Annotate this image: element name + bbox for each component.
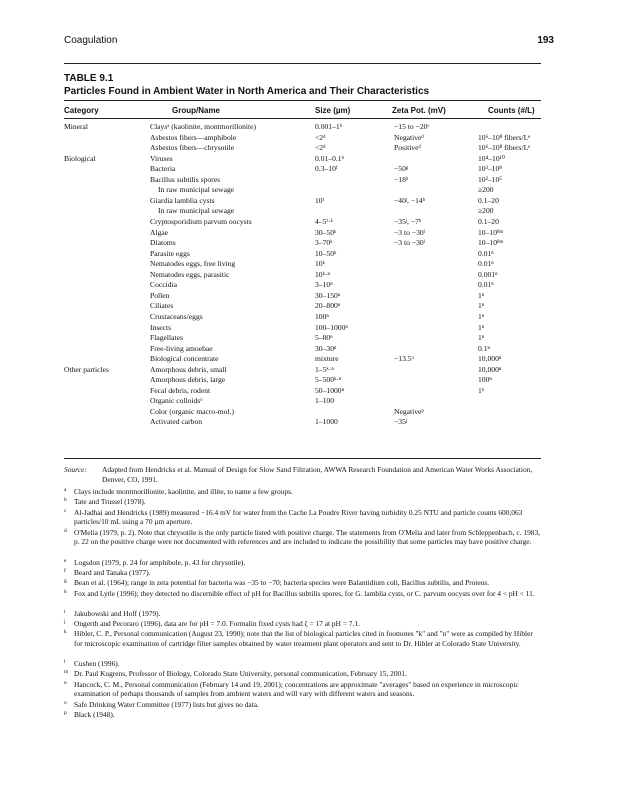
table-row — [64, 333, 544, 343]
footnote-mark: l — [64, 659, 66, 666]
footnote-mark: o — [64, 699, 67, 706]
cell-size: 30–50ᵏ — [315, 227, 337, 237]
footnote-mark: k — [64, 629, 67, 636]
table-row — [64, 375, 544, 385]
cell-count: 1ⁿ — [478, 301, 485, 311]
cell-size: 10ⁱ — [315, 195, 325, 205]
table-row — [64, 249, 544, 259]
cell-group-name: Bacteria — [150, 164, 176, 174]
table-row — [64, 122, 544, 132]
table-row — [64, 291, 544, 301]
cell-zeta-potential: Negativeᵈ — [394, 132, 424, 142]
table-row — [64, 217, 544, 227]
footnote-mark: j — [64, 618, 66, 625]
cell-group-name: Diatoms — [150, 238, 176, 248]
cell-group-name: Fecal debris, rodent — [150, 385, 211, 395]
header-rule — [64, 118, 541, 119]
table-row — [64, 280, 544, 290]
cell-size: <2ᵈ — [315, 132, 326, 142]
table-row — [64, 164, 544, 174]
footnote-mark: m — [64, 669, 69, 676]
cell-group-name: Cryptosporidium parvum oocysts — [150, 216, 252, 226]
cell-zeta-potential: −3 to −30ˡ — [394, 238, 425, 248]
footnote-text: Beard and Tanaka (1977). — [74, 567, 151, 577]
cell-size: 10–50ᵏ — [315, 248, 337, 258]
table-row — [64, 238, 544, 248]
cell-zeta-potential: Positiveᵈ — [394, 143, 421, 153]
table-row — [64, 354, 544, 364]
cell-size: 3–70ᵏ — [315, 238, 333, 248]
cell-count: 1ⁿ — [478, 333, 485, 342]
cell-size: 30–30ⁿ — [315, 343, 337, 353]
cell-count: 0.1–20 — [478, 216, 499, 226]
table-row — [64, 133, 544, 143]
table-row — [64, 175, 544, 185]
cell-size: 20–800ⁿ — [315, 301, 341, 311]
cell-count: 1ⁿ — [478, 311, 485, 321]
cell-count: 10–10⁸ᵐ — [478, 227, 504, 237]
cell-group-name: Asbestos fibers—amphibole — [150, 132, 237, 142]
cell-count: 0.01ⁿ — [478, 248, 494, 258]
caption-rule — [64, 100, 541, 101]
cell-count: 10²–10⁵ — [478, 174, 502, 184]
footnote-text: Cushen (1996). — [74, 659, 120, 669]
cell-zeta-potential: −35ʲ — [394, 417, 408, 427]
footnote-text: Clays include montmorillonite, kaolinite, and illite, to name a few groups. — [74, 487, 293, 496]
cell-group-name: Flagellates — [150, 333, 183, 342]
cell-count: 10,000ⁿ — [478, 364, 502, 374]
cell-count: 0.1–20 — [478, 195, 499, 205]
col-header-zeta: Zeta Pot. (mV) — [392, 106, 446, 115]
cell-zeta-potential: −35ʲ, −7ʰ — [394, 216, 422, 226]
cell-group-name: In raw municipal sewage — [158, 206, 235, 216]
footnote-mark: g — [64, 578, 67, 585]
footnote-text: Dr. Paul Kugrens, Professor of Biology, Colorado State University, personal communication, February 15, 2001. — [74, 669, 407, 679]
cell-count: 1ᵏ — [478, 385, 485, 395]
cell-group-name: Bacillus subtilis spores — [150, 174, 221, 184]
footnote-mark: d — [64, 527, 67, 534]
cell-count: 10,000ⁿ — [478, 354, 502, 364]
cell-size: 1–100 — [315, 396, 334, 406]
cell-count: 10³–10⁸ — [478, 164, 502, 174]
cell-zeta-potential: −3 to −30ˡ — [394, 227, 425, 237]
cell-zeta-potential: −40ʲ, −14ʰ — [394, 195, 426, 205]
table-row — [64, 323, 544, 333]
page-number: 193 — [537, 35, 554, 46]
footnote-text: O'Melia (1979, p. 2). Note that chrysotile is the only particle listed with positive charge. The statements from O'Melia and later from Schleppenbach, c. 1983, p. 22 on the positive charge were not documented with references and are included to indicate the possibility that some particles may have positive charge. — [74, 527, 541, 547]
table-label: TABLE 9.1 — [64, 73, 114, 84]
table-row — [64, 259, 544, 269]
footnote-mark: h — [64, 588, 67, 595]
cell-size: 0.001–1ᵇ — [315, 122, 343, 131]
footnote-mark: i — [64, 608, 66, 615]
cell-size: 100–1000ⁿ — [315, 322, 348, 332]
cell-size: 10ᵏ·ⁿ — [315, 269, 330, 279]
cell-count: 0.01ⁿ — [478, 259, 494, 269]
cell-group-name: Parasite eggs — [150, 248, 190, 258]
footnote-mark: b — [64, 497, 67, 504]
cell-category: Mineral — [64, 122, 89, 131]
cell-size: 10ᵏ — [315, 259, 325, 269]
cell-category: Other particles — [64, 364, 109, 374]
cell-count: 10⁶–10⁸ fibers/Lᵉ — [478, 143, 531, 153]
cell-size: <2ᵈ — [315, 143, 326, 153]
cell-count: ≥200 — [478, 185, 494, 195]
cell-size: 30–150ⁿ — [315, 290, 341, 300]
cell-count: 0.001ⁿ — [478, 269, 498, 279]
cell-size: 100ⁿ — [315, 311, 329, 321]
cell-size: 0.3–10ᶠ — [315, 164, 338, 174]
footnote-text: Tate and Trussel (1978). — [74, 497, 146, 507]
footnote-text: Jakubowski and Hoff (1979). — [74, 608, 161, 618]
cell-zeta-potential: −15 to −20ᶜ — [394, 122, 430, 131]
cell-size: 5–80ⁿ — [315, 333, 333, 342]
cell-group-name: Coccidia — [150, 280, 177, 290]
cell-group-name: Viruses — [150, 153, 173, 163]
cell-group-name: Claysᵃ (kaolinite, montmorillonite) — [150, 122, 257, 131]
footnote-mark: n — [64, 679, 67, 686]
cell-count: 10–10⁸ᵐ — [478, 238, 504, 248]
col-header-size: Size (µm) — [315, 106, 351, 115]
footnote-text: Al-Jadhai and Hendricks (1989) measured −16.4 mV for water from the Cache La Poudre River having turbidity 0.25 NTU and particle counts 600,063 particles/10 mL using a 70 µm aperture. — [74, 507, 523, 527]
cell-zeta-potential: Negativeᵖ — [394, 406, 424, 416]
footnote-mark: p — [64, 710, 67, 717]
table-row — [64, 417, 544, 427]
col-header-category: Category — [64, 106, 99, 115]
footnote-text: Fox and Lytle (1996); they detected no discernible effect of pH for Bacillus subtilis spores, for G. lamblia cysts, or C. parvum oocysts over for 4 < pH < 11. — [74, 588, 535, 598]
source-label: Source: — [64, 465, 87, 474]
footnote-mark: e — [64, 557, 67, 564]
cell-count: 1ⁿ — [478, 290, 485, 300]
table-row — [64, 228, 544, 238]
table-bottom-rule — [64, 458, 541, 459]
col-header-group: Group/Name — [172, 106, 221, 115]
footnote-text: Bean et al. (1964); range in zeta potential for bacteria was −35 to −70; bacteria species were Balantidium coli, Bacillus subtilis, and Proteus. — [74, 578, 490, 588]
cell-group-name: In raw municipal sewage — [158, 185, 235, 195]
footnote-text: Hancock, C. M., Personal communication (February 14 and 19, 2001); concentrations are approximate "averages" based on experience in microscopic examination of perhaps thousands of samples from ambient waters and will vary with different waters and seasons. — [74, 679, 519, 699]
cell-zeta-potential: −50ᵍ — [394, 164, 409, 174]
cell-zeta-potential: −18ʰ — [394, 174, 409, 184]
table-row — [64, 154, 544, 164]
cell-group-name: Nematodes eggs, parasitic — [150, 269, 230, 279]
cell-count: 100ⁿ — [478, 375, 492, 385]
cell-size: 3–10ⁿ — [315, 280, 333, 290]
table-row — [64, 344, 544, 354]
cell-group-name: Nematodes eggs, free living — [150, 259, 236, 269]
cell-group-name: Asbestos fibers—chrysotile — [150, 143, 235, 153]
cell-group-name: Biological concentrate — [150, 354, 219, 364]
cell-count: 0.01ⁿ — [478, 280, 494, 290]
footnote-text: Logsdon (1979, p. 24 for amphibole, p. 43 for chrysotile). — [74, 557, 246, 567]
footnote-text: Hibler, C. P., Personal communication (August 23, 1990); note that the list of biological particles cited in footnotes "k" and "n" were as compiled by Hibler for microscopic examination of cartridge filter samples obtained by water treatment plant operators and sent to Dr. Hibler at Colorado State University. — [74, 629, 533, 648]
top-rule — [64, 63, 541, 64]
source-text: Adapted from Hendricks et al. Manual of Design for Slow Sand Filtration, AWWA Research Foundation and American Water Works Association, Denver, CO, 1991. — [102, 465, 533, 484]
cell-category: Biological — [64, 153, 96, 163]
cell-group-name: Insects — [150, 322, 172, 332]
table-row — [64, 196, 544, 206]
col-header-counts: Counts (#/L) — [488, 106, 535, 115]
footnote-text: Safe Drinking Water Committee (1977) lists but gives no data. — [74, 699, 259, 709]
cell-count: 0.1ⁿ — [478, 343, 490, 353]
table-row — [64, 365, 544, 375]
running-title: Coagulation — [64, 35, 118, 46]
cell-group-name: Giardia lamblia cysts — [150, 195, 215, 205]
footnote-text: Black (1948). — [74, 710, 115, 720]
cell-group-name: Algae — [150, 227, 169, 237]
cell-group-name: Activated carbon — [150, 417, 203, 427]
cell-count: 10⁶–10⁸ fibers/Lᵉ — [478, 132, 531, 142]
cell-zeta-potential: −13.5ᵒ — [394, 354, 414, 364]
table-row — [64, 301, 544, 311]
footnote-mark: c — [64, 507, 67, 514]
cell-size: 5–500ᵏ·ⁿ — [315, 375, 342, 385]
cell-size: 4–5ⁱ·ᵏ — [315, 216, 333, 226]
table-row — [64, 270, 544, 280]
footnote-mark: f — [64, 567, 66, 574]
cell-group-name: Amorphous debris, large — [150, 375, 226, 385]
cell-group-name: Amorphous debris, small — [150, 364, 227, 374]
cell-group-name: Pollen — [150, 290, 170, 300]
table-row — [64, 396, 544, 406]
cell-group-name: Color (organic macro-mol.) — [150, 406, 234, 416]
table-row — [64, 312, 544, 322]
cell-size: mixture — [315, 354, 339, 364]
running-header — [64, 35, 554, 49]
cell-count: 1ⁿ — [478, 322, 485, 332]
table-caption: Particles Found in Ambient Water in North America and Their Characteristics — [64, 86, 430, 97]
cell-size: 0.01–0.1ᵇ — [315, 153, 344, 163]
cell-size: 1–5ᵏ·ⁿ — [315, 364, 334, 374]
cell-count: 10⁴–10¹⁰ — [478, 153, 505, 163]
table-row — [64, 206, 544, 216]
table-row — [64, 143, 544, 153]
cell-group-name: Free-living amoebae — [150, 343, 213, 353]
table-row — [64, 407, 544, 417]
table-row — [64, 185, 544, 195]
cell-size: 1–1000 — [315, 417, 338, 427]
footnote-text: Ongerth and Pecoraro (1996), data are for pH = 7.0. Formalin fixed cysts had ζ = 17 at pH = 7.1. — [74, 618, 360, 628]
table-row — [64, 386, 544, 396]
cell-group-name: Organic colloidsᵒ — [150, 396, 203, 406]
cell-count: ≥200 — [478, 206, 494, 216]
cell-size: 50–1000ⁿ — [315, 385, 344, 395]
cell-group-name: Crustaceans/eggs — [150, 311, 203, 321]
cell-group-name: Ciliates — [150, 301, 174, 311]
footnote-mark: a — [64, 487, 67, 493]
